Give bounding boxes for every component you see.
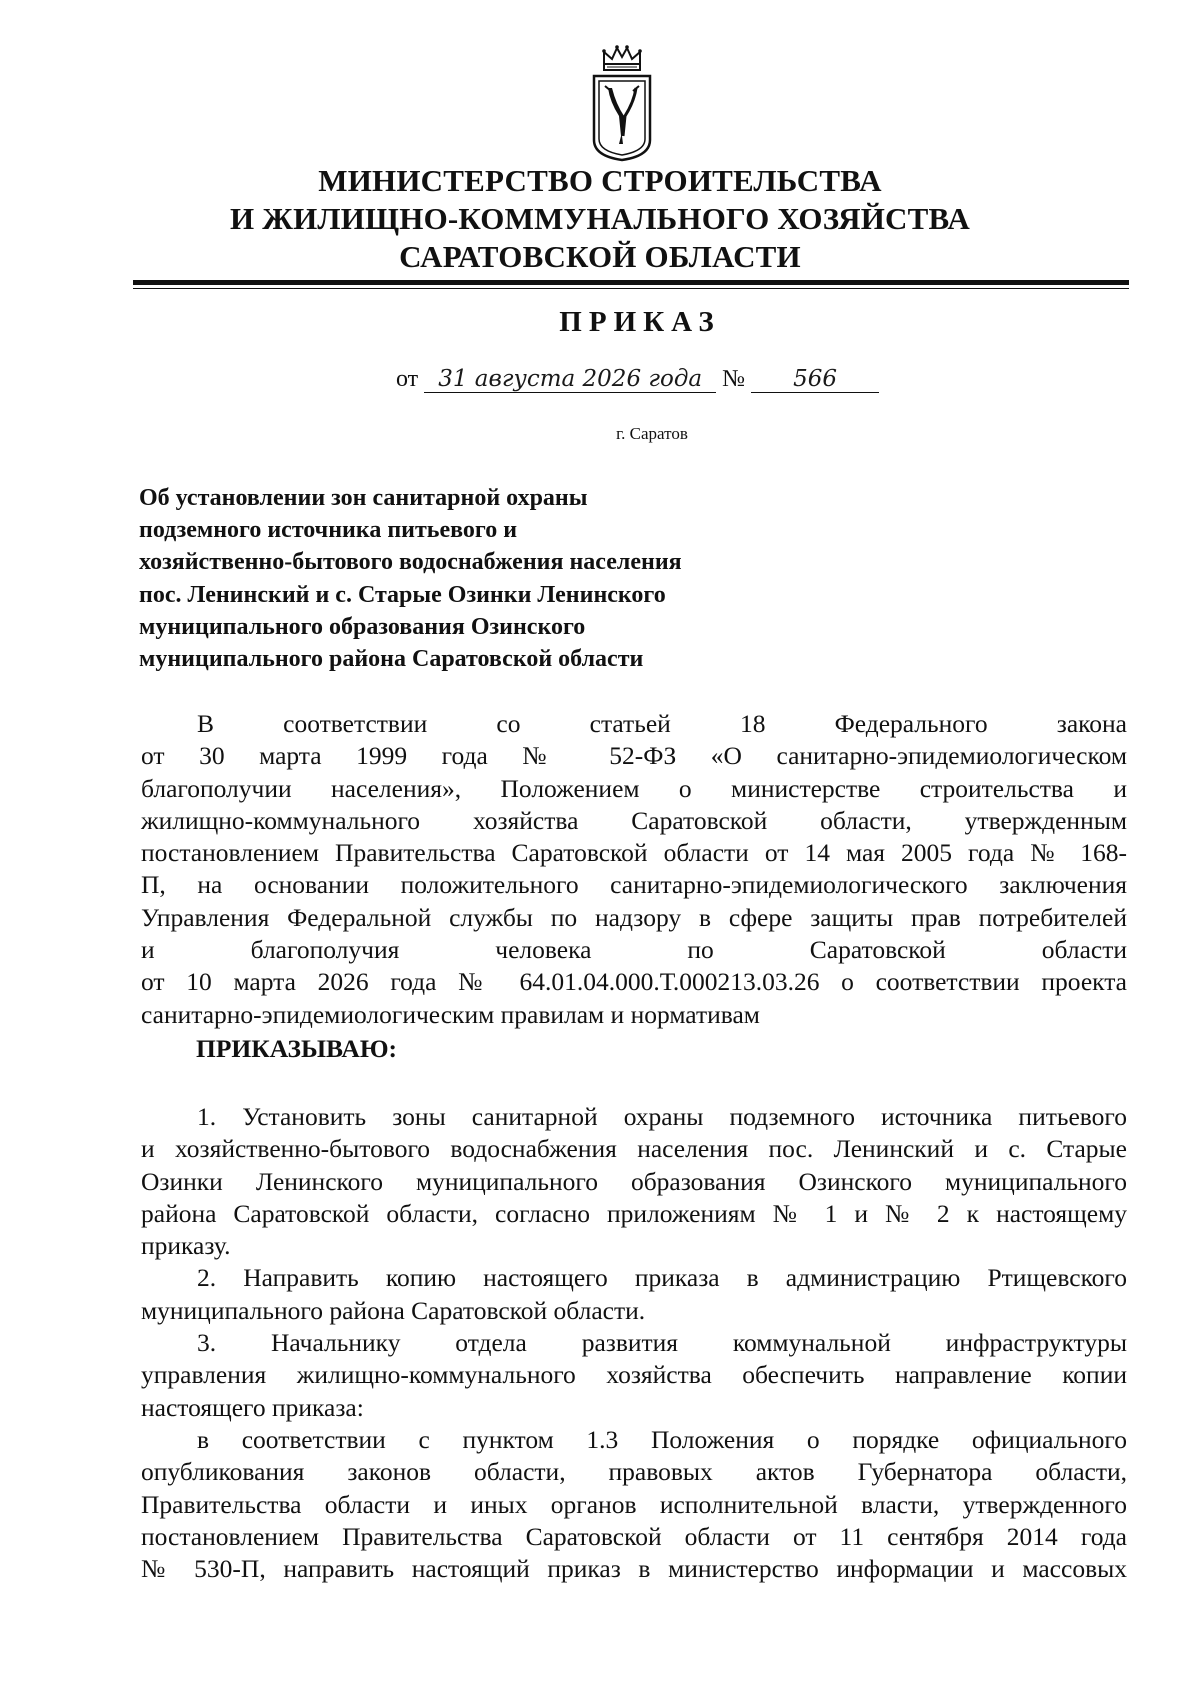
- header-divider-thin: [133, 288, 1129, 289]
- item-line: 2. Направить копию настоящего приказа в администрацию Ртищевского: [197, 1263, 1127, 1293]
- item-line: Правительства области и иных органов исполнительной власти, утвержденного: [141, 1489, 1127, 1519]
- order-item-2: [141, 1262, 1127, 1327]
- item-line: в соответствии с пунктом 1.3 Положения о порядке официального: [197, 1424, 1127, 1454]
- preamble-line: В соответствии со статьей 18 Федерального закона: [197, 709, 1127, 738]
- order-subject: [139, 482, 859, 675]
- order-body: [141, 708, 1127, 1585]
- preamble-line: П, на основании положительного санитарно-эпидемиологического заключения: [141, 870, 1127, 900]
- spacer: [141, 1079, 1127, 1101]
- item-line: постановлением Правительства Саратовской области от 11 сентября 2014 года: [141, 1521, 1127, 1551]
- preamble-line: санитарно-эпидемиологическим правилам и нормативам: [141, 999, 760, 1029]
- item-line: настоящего приказа:: [141, 1392, 364, 1422]
- item-line: управления жилищно-коммунального хозяйства обеспечить направление копии: [141, 1360, 1127, 1390]
- preamble-line: и благополучия человека по Саратовской области: [141, 935, 1127, 965]
- preamble-line: от 10 марта 2026 года № 64.01.04.000.Т.000213.03.26 о соответствии проекта: [141, 967, 1127, 997]
- order-item-3-subparagraph: [141, 1424, 1127, 1585]
- ministry-line: И ЖИЛИЩНО-КОММУНАЛЬНОГО ХОЗЯЙСТВА: [229, 201, 971, 236]
- city-name: г. Саратов: [616, 424, 688, 443]
- item-line: и хозяйственно-бытового водоснабжения населения пос. Ленинский и с. Старые: [141, 1134, 1127, 1164]
- subject-line: муниципального района Саратовской области: [139, 646, 644, 673]
- ministry-line: САРАТОВСКОЙ ОБЛАСТИ: [399, 239, 801, 274]
- saratov-coat-of-arms-icon: [590, 44, 654, 162]
- item-line: муниципального района Саратовской области.: [141, 1295, 646, 1325]
- number-prefix: №: [722, 366, 746, 392]
- subject-line: хозяйственно-бытового водоснабжения населения: [139, 549, 682, 576]
- order-item-1: [141, 1101, 1127, 1262]
- preamble-line: благополучии населения», Положением о министерстве строительства и: [141, 773, 1127, 803]
- item-line: района Саратовской области, согласно приложениям № 1 и № 2 к настоящему: [141, 1198, 1127, 1228]
- preamble-line: постановлением Правительства Саратовской области от 14 мая 2005 года № 168-: [141, 838, 1127, 868]
- ministry-name: [0, 162, 1200, 276]
- date-prefix: от: [396, 366, 419, 392]
- handwritten-number: 566: [751, 366, 879, 393]
- document-type-title: ПРИКАЗ: [559, 306, 721, 338]
- item-line: Озинки Ленинского муниципального образования Озинского муниципального: [141, 1166, 1127, 1196]
- preamble-line: жилищно-коммунального хозяйства Саратовской области, утвержденным: [141, 805, 1127, 835]
- header-divider-thick: [133, 280, 1129, 285]
- subject-line: муниципального образования Озинского: [139, 613, 586, 640]
- handwritten-date: 31 августа 2026 года: [424, 366, 716, 393]
- preamble-line: Управления Федеральной службы по надзору в сфере защиты прав потребителей: [141, 902, 1127, 932]
- order-command: ПРИКАЗЫВАЮ:: [196, 1033, 398, 1063]
- subject-line: пос. Ленинский и с. Старые Озинки Ленинского: [139, 581, 666, 608]
- scan-edge: [0, 0, 1200, 3]
- item-line: 1. Установить зоны санитарной охраны подземного источника питьевого: [197, 1101, 1127, 1131]
- ministry-line: МИНИСТЕРСТВО СТРОИТЕЛЬСТВА: [318, 163, 882, 198]
- item-line: опубликования законов области, правовых актов Губернатора области,: [141, 1457, 1127, 1487]
- date-number-line: [396, 366, 879, 402]
- subject-line: Об установлении зон санитарной охраны: [139, 485, 588, 511]
- item-line: приказу.: [141, 1231, 231, 1261]
- subject-line: подземного источника питьевого и: [139, 517, 518, 544]
- order-item-3: [141, 1327, 1127, 1424]
- item-line: № 530-П, направить настоящий приказ в министерство информации и массовых: [141, 1554, 1127, 1584]
- item-line: 3. Начальнику отдела развития коммунальной инфраструктуры: [197, 1328, 1127, 1358]
- preamble-line: от 30 марта 1999 года № 52-ФЗ «О санитарно-эпидемиологическом: [141, 741, 1127, 771]
- preamble-paragraph: [141, 708, 1127, 1031]
